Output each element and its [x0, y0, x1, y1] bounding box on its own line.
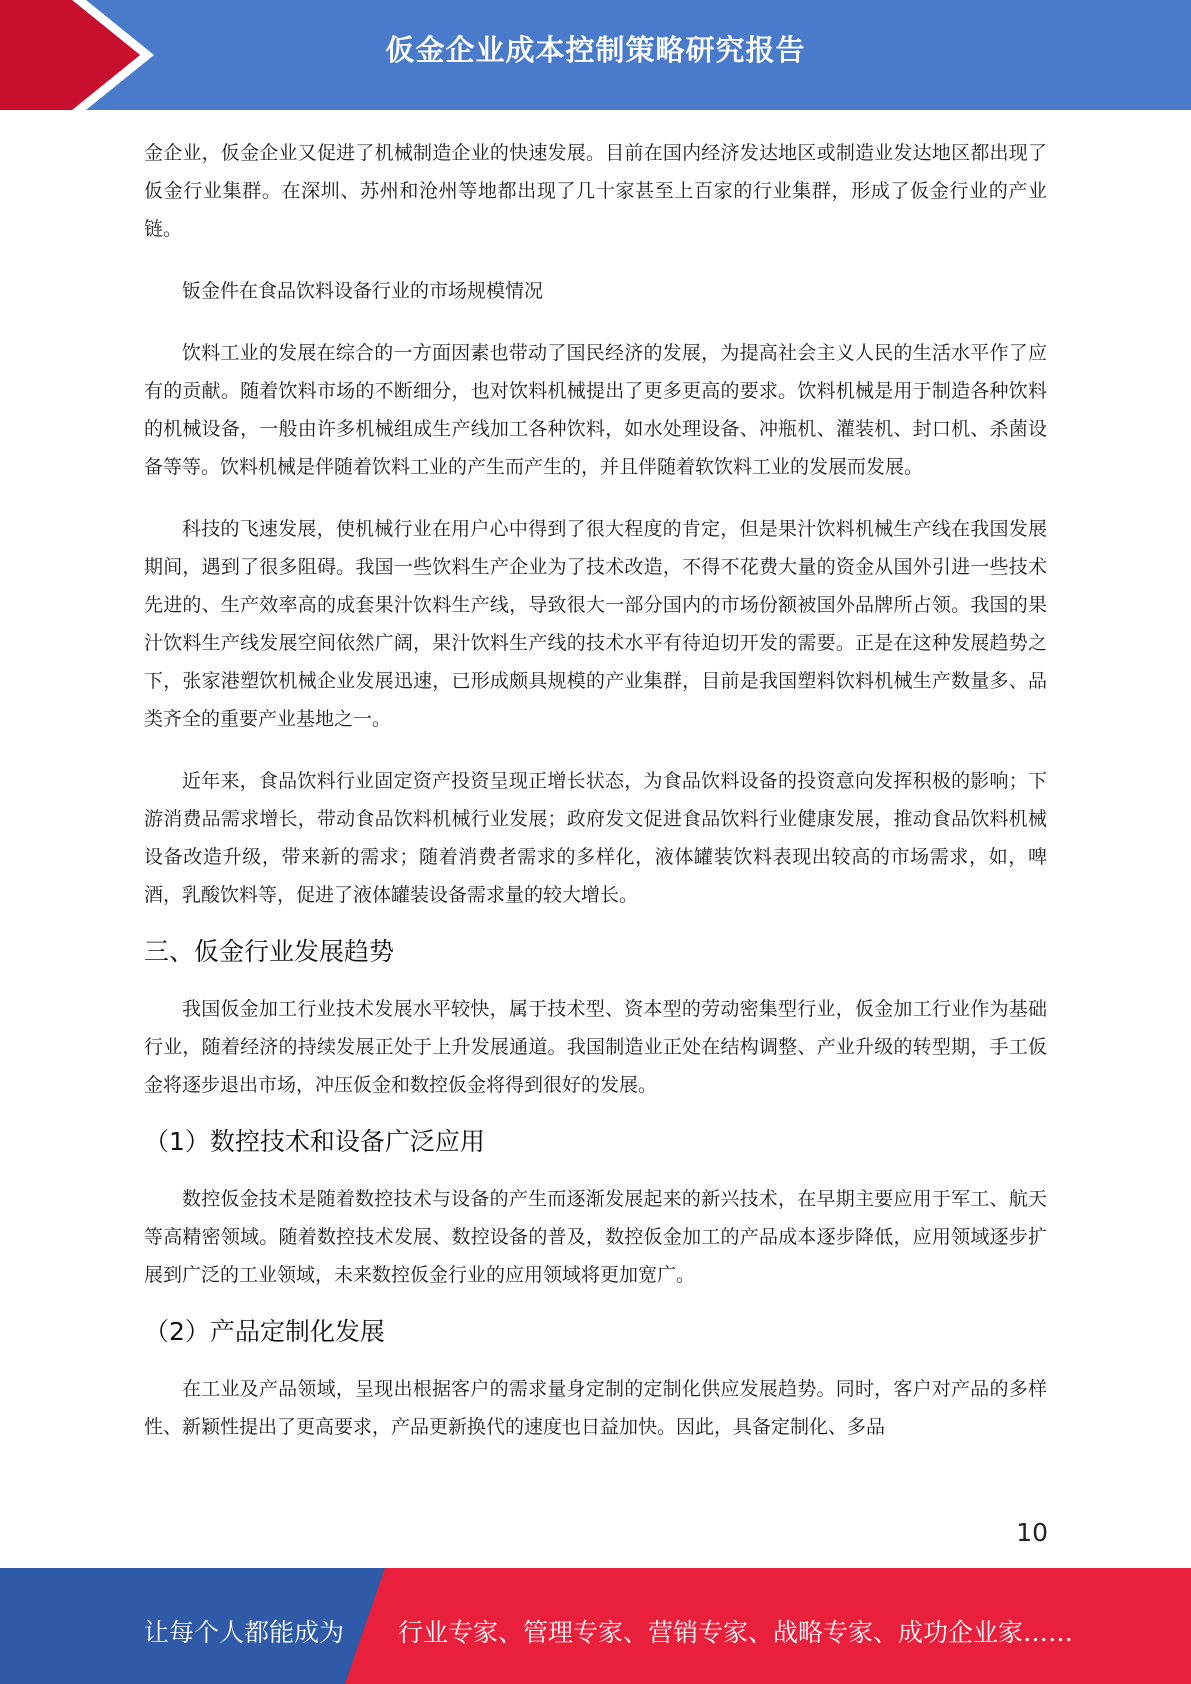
paragraph-1: 金企业，仮金企业又促进了机械制造企业的快速发展。目前在国内经济发达地区或制造业发达地区都出现了仮金行业集群。在深圳、苏州和沧州等地都出现了几十家甚至上百家的行业集群，形成了仮金行业的产业链。 [144, 142, 1047, 240]
header-title: 仮金企业成本控制策略研究报告 [385, 33, 806, 67]
paragraph-8: 在工业及产品领域，呈现出根据客户的需求量身定制的定制化供应发展趋势。同时，客户对产品的多样性、新颖性提出了更高要求，产品更新换代的速度也日益加快。因此，具备定制化、多品 [144, 1378, 1047, 1438]
paragraph-7: 数控仮金技术是随着数控技术与设备的产生而逐渐发展起来的新兴技术，在早期主要应用于军工、航天等高精密领域。随着数控技术发展、数控设备的普及，数控仮金加工的产品成本逐步降低，应用领域逐步扩展到广泛的工业领域，未来数控仮金行业的应用领域将更加宽广。 [144, 1188, 1047, 1286]
subheading-2: （2）产品定制化发展 [144, 1317, 385, 1346]
footer-slogan-left: 让每个人都能成为 [144, 1618, 345, 1647]
paragraph-6: 我国仮金加工行业技术发展水平较快，属于技术型、资本型的劳动密集型行业，仮金加工行业作为基础行业，随着经济的持续发展正处于上升发展通道。我国制造业正处在结构调整、产业升级的转型期，手工仮金将逐步退出市场，冲压仮金和数控仮金将得到很好的发展。 [144, 998, 1047, 1096]
subheading-1: （1）数控技术和设备广泛应用 [144, 1127, 485, 1156]
page-footer [0, 1568, 1191, 1684]
footer-slogan-right: 行业专家、管理专家、营销专家、战略专家、成功企业家…… [398, 1618, 1074, 1647]
paragraph-5: 近年来，食品饮料行业固定资产投资呈现正增长状态，为食品饮料设备的投资意向发挥积极的影响；下游消费品需求增长，带动食品饮料机械行业发展；政府发文促进食品饮料行业健康发展，推动食品饮料机械设备改造升级，带来新的需求；随着消费者需求的多样化，液体罐装饮料表现出较高的市场需求，如，啤酒，乳酸饮料等，促进了液体罐装设备需求量的较大增长。 [144, 770, 1047, 906]
paragraph-4: 科技的飞速发展，使机械行业在用户心中得到了很大程度的肯定，但是果汁饮料机械生产线在我国发展期间，遇到了很多阻碍。我国一些饮料生产企业为了技术改造，不得不花费大量的资金从国外引进一些技术先进的、生产效率高的成套果汁饮料生产线，导致很大一部分国内的市场份额被国外品牌所占领。我国的果汁饮料生产线发展空间依然广阔，果汁饮料生产线的技术水平有待迫切开发的需要。正是在这种发展趋势之下，张家港塑饮机械企业发展迅速，已形成颇具规模的产业集群，目前是我国塑料饮料机械生产数量多、品类齐全的重要产业基地之一。 [144, 518, 1047, 730]
paragraph-3: 饮料工业的发展在综合的一方面因素也带动了国民经济的发展，为提高社会主义人民的生活水平作了应有的贡献。随着饮料市场的不断细分，也对饮料机械提出了更多更高的要求。饮料机械是用于制造各种饮料的机械设备，一般由许多机械组成生产线加工各种饮料，如水处理设备、冲瓶机、灌装机、封口机、杀菌设备等等。饮料机械是伴随着饮料工业的产生而产生的，并且伴随着软饮料工业的发展而发展。 [144, 342, 1047, 478]
document-body [144, 134, 1047, 1446]
paragraph-subtitle: 钣金件在食品饮料设备行业的市场规模情况 [182, 280, 544, 302]
page-number: 10 [1016, 1518, 1048, 1547]
section-heading-3: 三、仮金行业发展趋势 [144, 937, 395, 966]
page-header [0, 0, 1191, 110]
